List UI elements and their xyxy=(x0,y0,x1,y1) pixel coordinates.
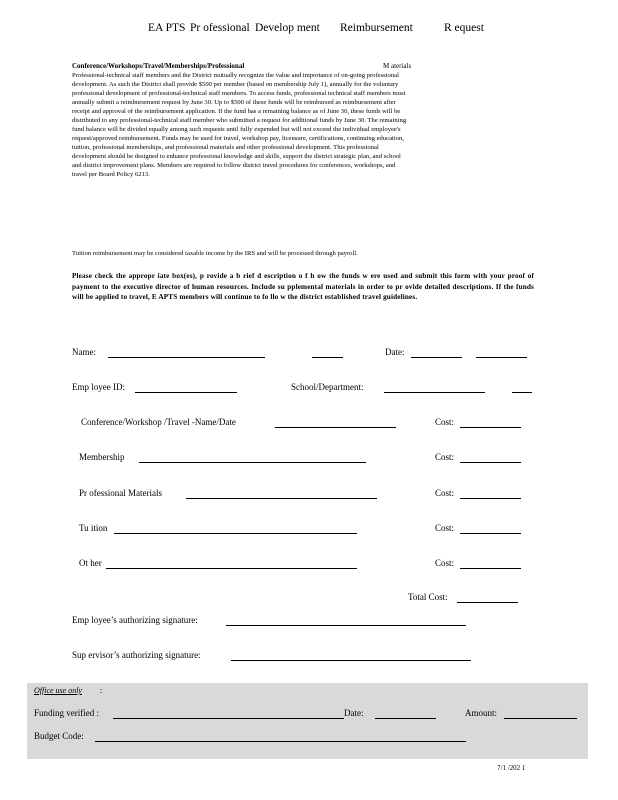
office-date-label: Date: xyxy=(344,708,364,718)
office-use-colon: : xyxy=(100,686,103,695)
cost-label: Cost: xyxy=(435,558,455,568)
date-field[interactable] xyxy=(411,357,462,358)
cost-label: Cost: xyxy=(435,452,455,462)
cost-label: Cost: xyxy=(435,417,455,427)
school-label: School/Department: xyxy=(291,382,364,392)
office-use-title: Office use only xyxy=(34,686,82,695)
tuition-field[interactable] xyxy=(114,533,357,534)
tuition-cost-field[interactable] xyxy=(460,533,521,534)
membership-label: Membership xyxy=(79,452,125,462)
title-word: Pr ofessional xyxy=(190,22,250,34)
date-field-extra[interactable] xyxy=(476,357,527,358)
office-use-panel xyxy=(27,683,588,759)
office-date-field[interactable] xyxy=(375,718,436,719)
amount-field[interactable] xyxy=(504,718,577,719)
name-label: Name: xyxy=(72,347,96,357)
instructions-text: Please check the appropr iate box(es), p rovide a b rief d escription o f h ow the funds w ere used and submit this form with your proof of payment to the executive director of human resources. Include su pplemental materials in order to pr ovide detailed descriptions. If the funds will be applied to travel, E APTS members will continue to fo llo w the district established travel guidelines. xyxy=(72,272,534,301)
other-cost-field[interactable] xyxy=(460,568,521,569)
supervisor-signature-field[interactable] xyxy=(231,660,471,661)
budget-code-label: Budget Code: xyxy=(34,731,84,741)
school-field[interactable] xyxy=(384,392,485,393)
cost-label: Cost: xyxy=(435,488,455,498)
section-heading: Conference/Workshops/Travel/Memberships/Professional xyxy=(72,62,245,70)
total-cost-field[interactable] xyxy=(457,602,518,603)
total-cost-label: Total Cost: xyxy=(408,592,448,602)
employee-signature-field[interactable] xyxy=(226,625,466,626)
employee-id-field[interactable] xyxy=(135,392,237,393)
amount-label: Amount: xyxy=(465,708,498,718)
materials-cost-field[interactable] xyxy=(460,498,521,499)
school-field-extra[interactable] xyxy=(512,392,532,393)
section-heading-end: M aterials xyxy=(383,62,412,70)
materials-label: Pr ofessional Materials xyxy=(79,488,162,498)
title-word: Develop ment xyxy=(255,22,320,34)
revision-date: 7/1 /202 1 xyxy=(497,764,526,772)
tuition-note: Tuition reimbursement may be considered taxable income by the IRS and will be processed through payroll. xyxy=(72,250,358,257)
cost-label: Cost: xyxy=(435,523,455,533)
funding-verified-field[interactable] xyxy=(113,718,344,719)
title-word: R equest xyxy=(444,22,484,34)
name-field[interactable] xyxy=(108,357,265,358)
policy-paragraph: Professional-technical staff members and the District mutually recognize the value and importance of on-going professional development. As such the District shall provide $500 per member (based on membership July 1), annually for the voluntary professional development of professional-technical staff members. To access funds, professional technical staff members must annually submit a reimbursement request by June 30. Up to $500 of these funds will be reimbursed as reimbursement after receipt and approval of the reimbursement application. If the fund has a remaining balance as of June 30, these funds will be distributed to any professional-technical staff member who submitted a request for additional funds by June 30. The remaining fund balance will be divided equally among such requests until fully expended but will not exceed the individual employee's request/approved reimbursement. Funds may be used for travel, workshop pay, licensure, certifications, continuing education, tuition, professional memberships, and professional materials and other professional development. This professional development should be designed to enhance professional knowledge and skills, support the district strategic plan, and school and district improvement plans. Members are required to follow district travel procedures for conferences, workshops, and travel per Board Policy 6213. xyxy=(72,72,407,178)
budget-code-field[interactable] xyxy=(95,741,466,742)
title-word: EA PTS xyxy=(148,22,186,34)
other-label: Ot her xyxy=(79,558,102,568)
funding-verified-label: Funding verified : xyxy=(34,708,99,718)
other-field[interactable] xyxy=(106,568,357,569)
membership-field[interactable] xyxy=(139,462,366,463)
employee-id-label: Emp loyee ID: xyxy=(72,382,125,392)
name-extra-field[interactable] xyxy=(312,357,343,358)
materials-field[interactable] xyxy=(186,498,377,499)
date-label: Date: xyxy=(385,347,405,357)
conference-cost-field[interactable] xyxy=(460,427,521,428)
tuition-label: Tu ition xyxy=(79,523,108,533)
conference-label: Conference/Workshop /Travel -Name/Date xyxy=(81,417,236,427)
conference-field[interactable] xyxy=(275,427,396,428)
membership-cost-field[interactable] xyxy=(460,462,521,463)
title-word: Reimbursement xyxy=(340,22,413,34)
supervisor-signature-label: Sup ervisor’s authorizing signature: xyxy=(72,650,201,660)
employee-signature-label: Emp loyee’s authorizing signature: xyxy=(72,615,198,625)
